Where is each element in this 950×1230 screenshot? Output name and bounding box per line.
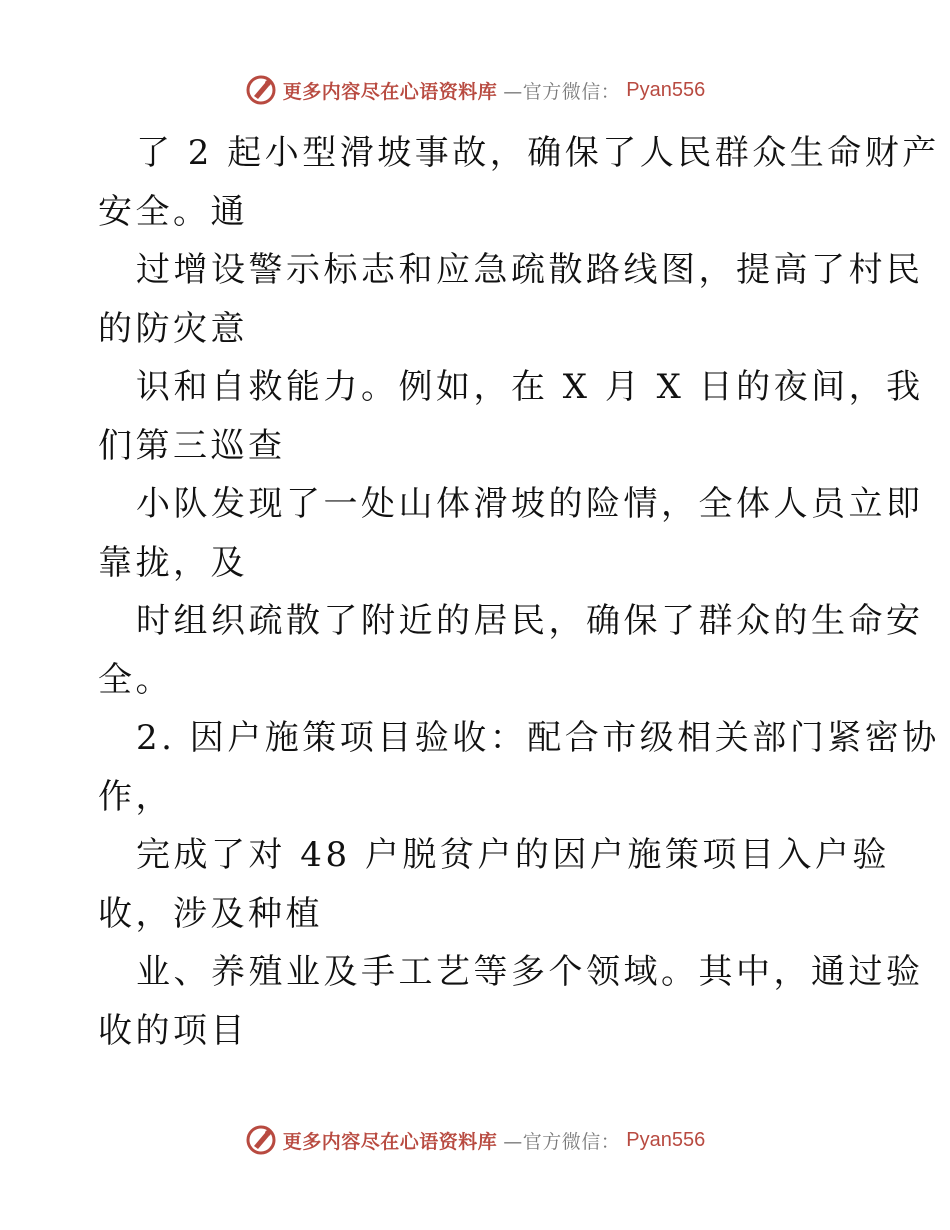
body-line: 了 2 起小型滑坡事故，确保了人民群众生命财产 <box>136 133 940 173</box>
body-line: 们第三巡查 <box>98 425 286 466</box>
banner-wechat-label: —官方微信： <box>503 80 621 103</box>
body-line: 业、养殖业及手工艺等多个领域。其中，通过验 <box>136 952 924 992</box>
brand-logo-icon <box>245 74 277 106</box>
banner-wechat-id: Pyan556 <box>626 78 706 101</box>
body-line: 全。 <box>98 659 173 700</box>
body-line: 收的项目 <box>98 1010 248 1051</box>
banner-wechat-label: —官方微信： <box>503 1130 621 1153</box>
body-line: 小队发现了一处山体滑坡的险情，全体人员立即 <box>136 484 924 524</box>
body-line: 靠拢，及 <box>98 542 248 583</box>
body-line: 收，涉及种植 <box>98 893 323 934</box>
body-line: 2. 因户施策项目验收：配合市级相关部门紧密协 <box>136 718 940 758</box>
body-line: 的防灾意 <box>98 308 248 349</box>
banner-wechat-id: Pyan556 <box>626 1128 706 1151</box>
body-line: 安全。通 <box>98 191 248 232</box>
body-line: 时组织疏散了附近的居民，确保了群众的生命安 <box>136 601 924 641</box>
body-line: 完成了对 48 户脱贫户的因户施策项目入户验 <box>136 835 890 875</box>
body-line: 过增设警示标志和应急疏散路线图，提高了村民 <box>136 250 924 290</box>
brand-logo-icon <box>245 1124 277 1156</box>
banner-site-name: 更多内容尽在心语资料库 <box>282 1130 498 1153</box>
banner-site-name: 更多内容尽在心语资料库 <box>282 80 498 103</box>
body-line: 识和自救能力。例如，在 X 月 X 日的夜间，我 <box>136 367 924 407</box>
document-body <box>98 124 940 1060</box>
header-watermark-banner <box>0 72 950 108</box>
body-line: 作， <box>98 776 173 817</box>
footer-watermark-banner <box>0 1122 950 1158</box>
